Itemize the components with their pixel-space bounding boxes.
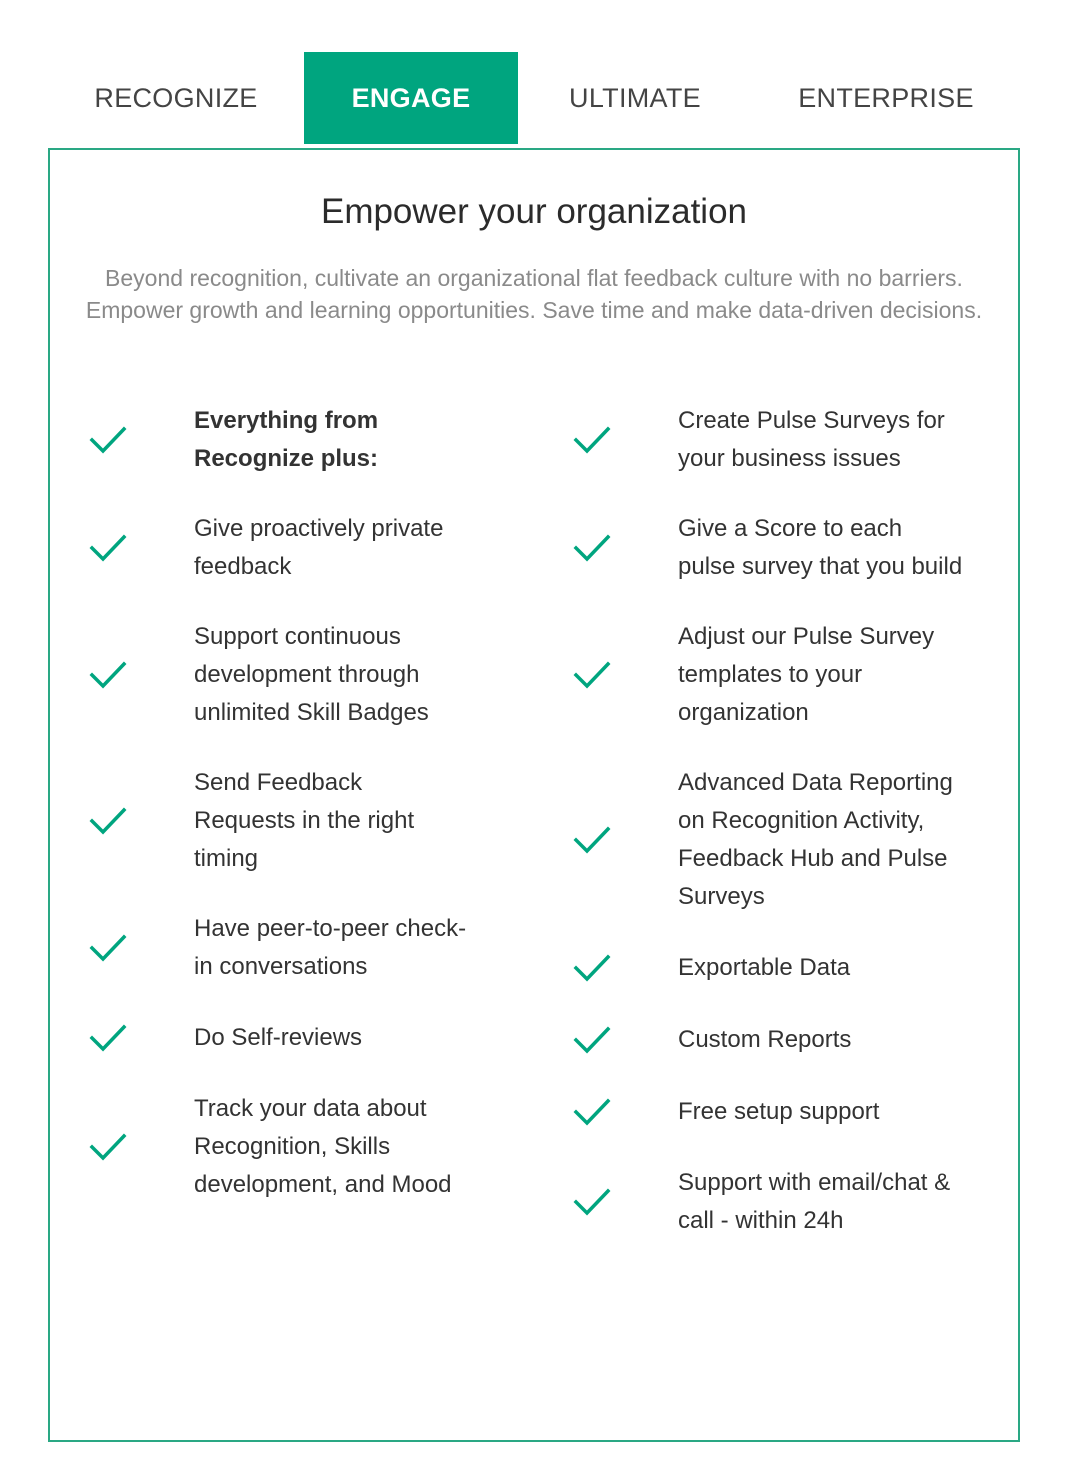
feature-list-left bbox=[88, 402, 528, 1236]
check-icon bbox=[572, 948, 612, 988]
tab-enterprise[interactable]: ENTERPRISE bbox=[798, 82, 974, 113]
plan-panel bbox=[48, 148, 1020, 1442]
check-icon bbox=[88, 928, 128, 968]
feature-text: Do Self-reviews bbox=[194, 1024, 363, 1051]
feature-item bbox=[88, 764, 528, 878]
check-icon bbox=[572, 1092, 612, 1132]
check-icon bbox=[572, 528, 612, 568]
feature-text: Track your data about Recognition, Skills development, and Mood bbox=[194, 1095, 452, 1198]
feature-item bbox=[572, 402, 992, 478]
feature-list-right bbox=[572, 402, 992, 1272]
panel-title: Empower your organization bbox=[320, 192, 748, 231]
tab-engage[interactable]: ENGAGE bbox=[304, 52, 518, 144]
check-icon bbox=[572, 820, 612, 860]
feature-text: Support with email/chat & call - within 24h bbox=[678, 1169, 951, 1234]
feature-text: Advanced Data Reporting on Recognition Activity, Feedback Hub and Pulse Surveys bbox=[678, 769, 953, 910]
feature-item bbox=[572, 1164, 992, 1240]
check-icon bbox=[88, 528, 128, 568]
feature-text: Send Feedback Requests in the right timing bbox=[194, 769, 415, 872]
feature-item bbox=[88, 910, 528, 986]
feature-text: Support continuous development through unlimited Skill Badges bbox=[194, 623, 429, 726]
check-icon bbox=[88, 1127, 128, 1167]
panel-description: Beyond recognition, cultivate an organizational flat feedback culture with no barriers. Empower growth and learning opportunities. Save time and make data-driven decisions. bbox=[85, 265, 983, 323]
check-icon bbox=[572, 1020, 612, 1060]
feature-item bbox=[88, 510, 528, 586]
feature-text: Free setup support bbox=[678, 1098, 880, 1125]
feature-text: Adjust our Pulse Survey templates to your organization bbox=[678, 623, 935, 726]
check-icon bbox=[88, 1018, 128, 1058]
feature-item bbox=[572, 764, 992, 916]
feature-text: Have peer-to-peer check-in conversations bbox=[194, 915, 467, 980]
feature-text: Give proactively private feedback bbox=[194, 515, 444, 580]
feature-item bbox=[88, 618, 528, 732]
check-icon bbox=[88, 420, 128, 460]
feature-item bbox=[572, 1020, 992, 1060]
check-icon bbox=[88, 801, 128, 841]
feature-item bbox=[88, 402, 528, 478]
feature-item bbox=[88, 1018, 528, 1058]
feature-item bbox=[88, 1090, 528, 1204]
feature-item bbox=[572, 1092, 992, 1132]
check-icon bbox=[572, 655, 612, 695]
feature-text: Give a Score to each pulse survey that you build bbox=[678, 515, 963, 580]
plan-tabs bbox=[48, 52, 1020, 144]
feature-text: Exportable Data bbox=[678, 954, 851, 981]
tab-ultimate[interactable]: ULTIMATE bbox=[569, 82, 701, 113]
check-icon bbox=[572, 420, 612, 460]
feature-item bbox=[572, 948, 992, 988]
tab-recognize[interactable]: RECOGNIZE bbox=[94, 82, 258, 113]
check-icon bbox=[88, 655, 128, 695]
feature-item bbox=[572, 510, 992, 586]
feature-text: Custom Reports bbox=[678, 1026, 852, 1053]
feature-item bbox=[572, 618, 992, 732]
feature-text: Everything from Recognize plus: bbox=[194, 407, 379, 472]
feature-text: Create Pulse Surveys for your business issues bbox=[678, 407, 945, 472]
check-icon bbox=[572, 1182, 612, 1222]
